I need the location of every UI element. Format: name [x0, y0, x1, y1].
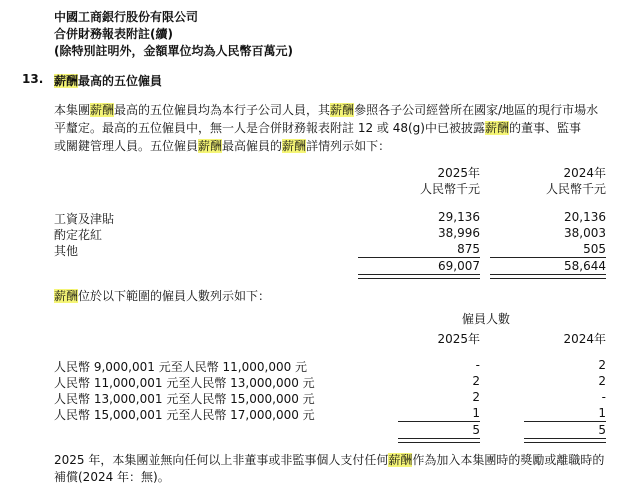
text: 位於以下範圍的僱員人數列示如下： — [78, 289, 271, 303]
t2-row-2024: 2 — [598, 374, 606, 388]
highlight: 薪酬 — [54, 74, 79, 88]
subtotal-rule — [358, 257, 480, 258]
t2-total-2025: 5 — [472, 423, 480, 437]
footer-line-1 — [54, 451, 604, 468]
t2-row-2024: 2 — [598, 358, 606, 372]
text: 平釐定。最高的五位僱員中，無一人是合併財務報表附註 12 或 48(g)中已被披露 — [54, 121, 485, 135]
intro-line-1 — [54, 101, 598, 118]
units-note: (除特別註明外，金額單位均為人民幣百萬元) — [54, 44, 293, 58]
t2-row-label: 人民幣 13,000,001 元至人民幣 15,000,000 元 — [54, 392, 315, 406]
highlight: 薪酬 — [330, 103, 355, 117]
t2-total-2024: 5 — [598, 423, 606, 437]
notes-title: 合併財務報表附註(續) — [54, 27, 173, 41]
t1-row-2024: 20,136 — [564, 210, 606, 224]
text: 最高的五位僱員均為本行子公司人員，其 — [114, 103, 331, 117]
text: 參照各子公司經營所在國家/地區的現行市場水 — [354, 103, 599, 117]
text: 作為加入本集團時的獎勵或離職時的 — [412, 453, 605, 467]
t2-row-label: 人民幣 11,000,001 元至人民幣 13,000,000 元 — [54, 376, 315, 390]
t1-col-2025-year: 2025年 — [437, 166, 480, 180]
subtotal-rule — [524, 421, 606, 422]
section-number: 13. — [22, 72, 44, 86]
t2-row-2025: - — [475, 358, 480, 372]
text: 最高僱員的 — [222, 139, 283, 153]
t1-row-label: 酌定花紅 — [54, 228, 103, 242]
highlight: 薪酬 — [388, 453, 413, 467]
subtotal-rule — [490, 257, 606, 258]
t1-row-label: 工資及津貼 — [54, 212, 115, 226]
highlight: 薪酬 — [198, 139, 223, 153]
highlight: 薪酬 — [484, 121, 509, 135]
t2-row-2025: 1 — [472, 406, 480, 420]
t2-row-2025: 2 — [472, 390, 480, 404]
text: 詳情列示如下： — [306, 139, 391, 153]
t1-total-2025: 69,007 — [438, 259, 480, 273]
total-double-rule — [524, 438, 606, 443]
t2-col-2025-year: 2025年 — [437, 332, 480, 346]
highlight: 薪酬 — [90, 103, 115, 117]
t1-row-2025: 29,136 — [438, 210, 480, 224]
text: 本集團 — [54, 103, 91, 117]
section-title — [54, 72, 162, 89]
t1-row-2025: 38,996 — [438, 226, 480, 240]
t1-row-label: 其他 — [54, 244, 79, 258]
t1-col-2025-unit: 人民幣千元 — [419, 182, 480, 196]
t1-col-2024-year: 2024年 — [563, 166, 606, 180]
t2-row-2024: - — [601, 390, 606, 404]
footer-line-2: 補償(2024 年：無)。 — [54, 470, 170, 484]
total-double-rule — [358, 274, 480, 279]
highlight: 薪酬 — [54, 289, 79, 303]
t2-row-2025: 2 — [472, 374, 480, 388]
t2-col-2024-year: 2024年 — [563, 332, 606, 346]
intro-line-2 — [54, 119, 581, 136]
t1-row-2024: 38,003 — [564, 226, 606, 240]
text: 或關鍵管理人員。五位僱員 — [54, 139, 199, 153]
t1-col-2024-unit: 人民幣千元 — [545, 182, 606, 196]
section-title-text: 最高的五位僱員 — [78, 74, 163, 88]
t2-header: 僱員人數 — [462, 312, 511, 326]
band-intro — [54, 287, 270, 304]
total-double-rule — [398, 438, 480, 443]
t2-row-label: 人民幣 15,000,001 元至人民幣 17,000,000 元 — [54, 408, 315, 422]
t1-row-2024: 505 — [583, 242, 606, 256]
highlight: 薪酬 — [282, 139, 307, 153]
t2-row-2024: 1 — [598, 406, 606, 420]
text: 的董事、監事 — [508, 121, 581, 135]
intro-line-3 — [54, 137, 390, 154]
subtotal-rule — [398, 421, 480, 422]
company-name: 中國工商銀行股份有限公司 — [54, 10, 199, 24]
text: 2025 年，本集團並無向任何以上非董事或非監事個人支付任何 — [54, 453, 389, 467]
t1-row-2025: 875 — [457, 242, 480, 256]
t1-total-2024: 58,644 — [564, 259, 606, 273]
t2-row-label: 人民幣 9,000,001 元至人民幣 11,000,000 元 — [54, 360, 308, 374]
total-double-rule — [490, 274, 606, 279]
